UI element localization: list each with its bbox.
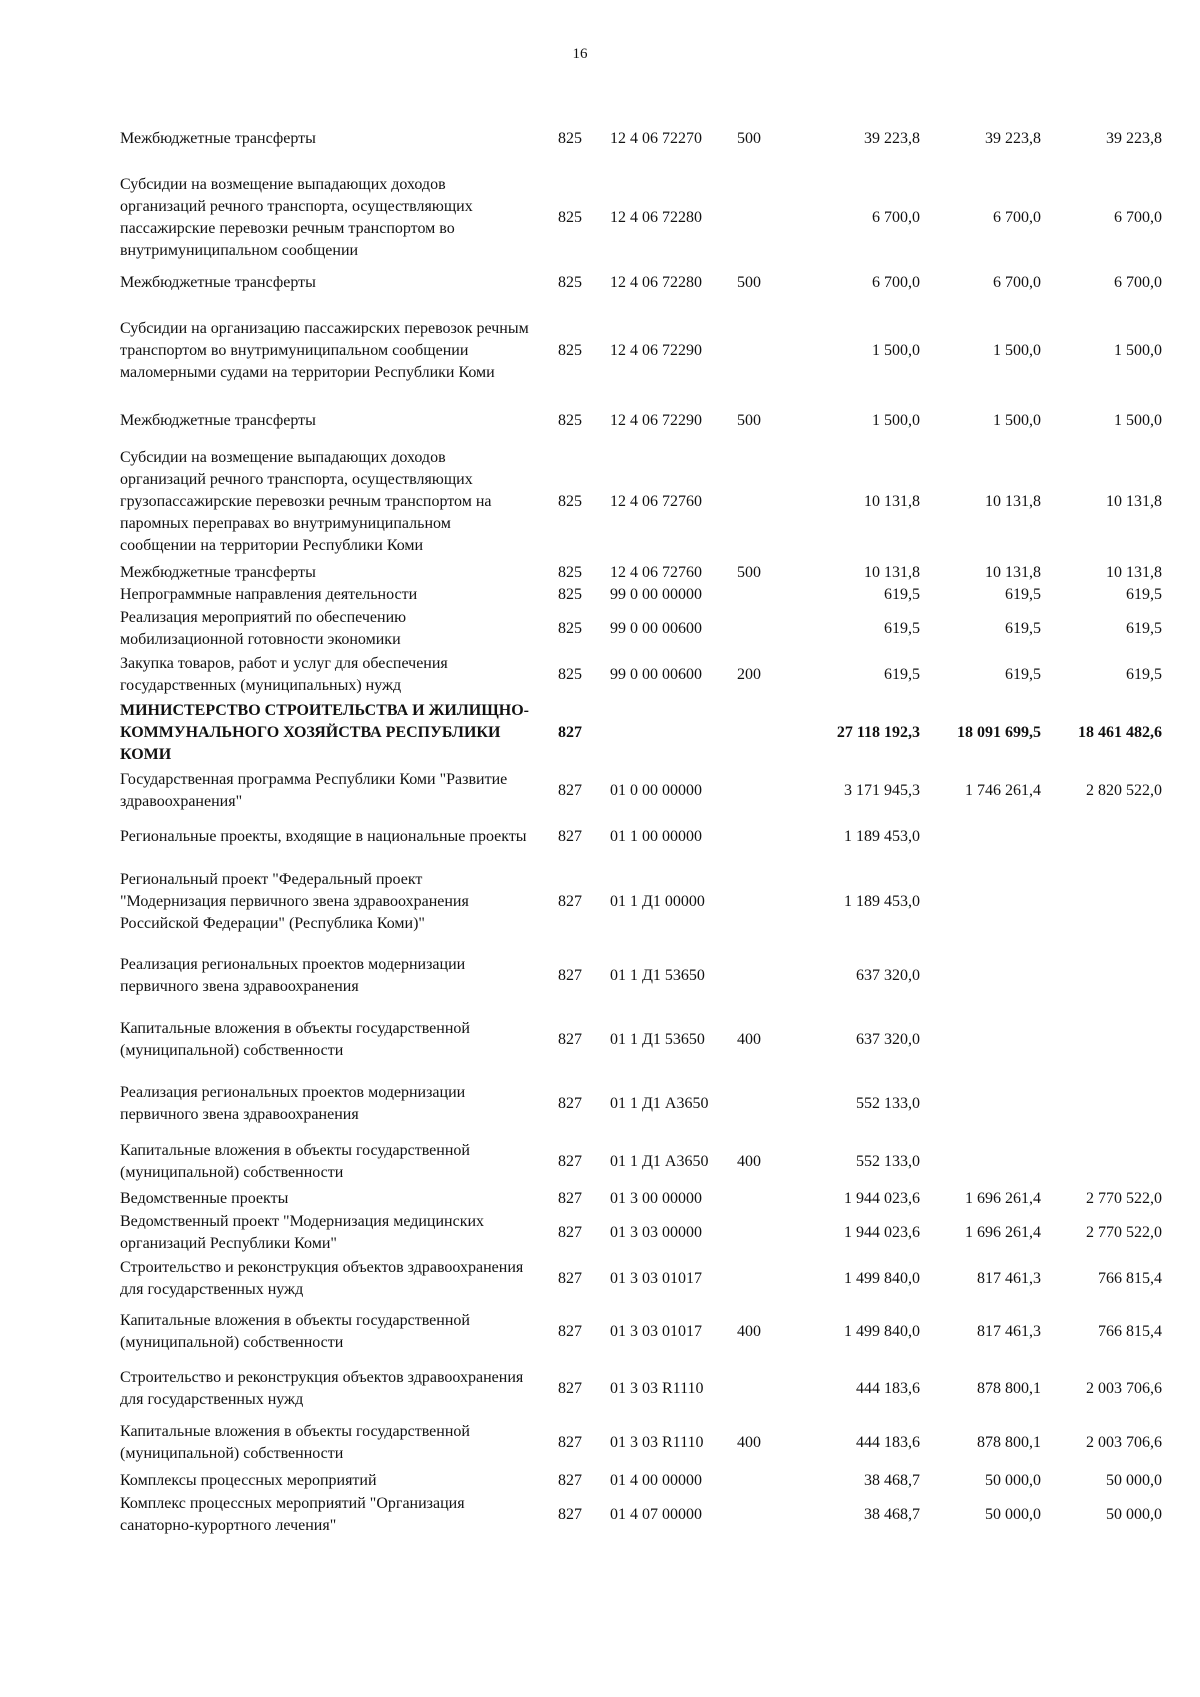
row-ved-code: 825 xyxy=(558,666,582,683)
table-row xyxy=(120,264,1162,302)
row-name: Капитальные вложения в объекты государственной (муниципальной) собственности xyxy=(120,1312,470,1351)
row-ved-code: 825 xyxy=(558,342,582,359)
row-target-article: 01 3 00 00000 xyxy=(610,1190,702,1207)
table-row xyxy=(120,1210,1162,1256)
row-ved-code: 827 xyxy=(558,1434,582,1451)
table-row xyxy=(120,652,1162,698)
row-name: Строительство и реконструкция объектов здравоохранения для государственных нужд xyxy=(120,1369,524,1408)
table-row xyxy=(120,1470,1162,1492)
row-amount-year2: 619,5 xyxy=(1005,586,1041,603)
row-name: Непрограммные направления деятельности xyxy=(120,586,418,603)
row-amount-year2 xyxy=(920,814,1041,860)
row-expense-type xyxy=(728,860,770,944)
row-amount-year3: 1 500,0 xyxy=(1114,342,1162,359)
row-target-article: 01 0 00 00000 xyxy=(610,782,702,799)
row-target-article: 99 0 00 00600 xyxy=(610,666,702,683)
row-name: Межбюджетные трансферты xyxy=(120,564,316,581)
table-row xyxy=(120,814,1162,860)
row-amount-year2 xyxy=(920,944,1041,1008)
row-target-article: 01 3 03 R1110 xyxy=(610,1434,704,1451)
row-name: Ведомственные проекты xyxy=(120,1190,289,1207)
row-target-article: 01 3 03 01017 xyxy=(610,1270,702,1287)
row-amount-year1: 38 468,7 xyxy=(864,1506,920,1523)
row-target-article: 01 3 03 00000 xyxy=(610,1224,702,1241)
row-amount-year2: 1 500,0 xyxy=(993,342,1041,359)
row-amount-year1: 1 944 023,6 xyxy=(844,1190,920,1207)
row-ved-code: 827 xyxy=(558,1224,582,1241)
row-amount-year3: 6 700,0 xyxy=(1114,274,1162,291)
row-amount-year3 xyxy=(1041,1008,1162,1072)
row-amount-year1: 1 189 453,0 xyxy=(844,893,920,910)
budget-table xyxy=(120,106,1162,1538)
row-ved-code: 825 xyxy=(558,412,582,429)
row-amount-year3 xyxy=(1041,944,1162,1008)
row-amount-year3: 766 815,4 xyxy=(1098,1270,1162,1287)
row-name: Закупка товаров, работ и услуг для обеспечения государственных (муниципальных) нужд xyxy=(120,655,448,694)
row-expense-type xyxy=(728,1362,770,1416)
table-row xyxy=(120,172,1162,264)
row-expense-type xyxy=(728,1210,770,1256)
row-name: Межбюджетные трансферты xyxy=(120,412,316,429)
table-row xyxy=(120,400,1162,442)
row-name: Межбюджетные трансферты xyxy=(120,130,316,147)
row-amount-year3 xyxy=(1041,1136,1162,1188)
row-amount-year2: 6 700,0 xyxy=(993,274,1041,291)
row-ved-code: 827 xyxy=(558,1153,582,1170)
row-ved-code: 827 xyxy=(558,1506,582,1523)
table-row xyxy=(120,1416,1162,1470)
table-row xyxy=(120,1072,1162,1136)
row-ved-code: 827 xyxy=(558,1380,582,1397)
row-expense-type xyxy=(728,1470,770,1492)
row-amount-year1: 1 500,0 xyxy=(872,342,920,359)
row-amount-year2: 10 131,8 xyxy=(985,493,1041,510)
row-expense-type xyxy=(728,944,770,1008)
row-amount-year2: 1 500,0 xyxy=(993,412,1041,429)
table-row xyxy=(120,860,1162,944)
row-amount-year3: 619,5 xyxy=(1126,586,1162,603)
row-amount-year2: 817 461,3 xyxy=(977,1323,1041,1340)
table-row xyxy=(120,1362,1162,1416)
row-name: Реализация региональных проектов модернизации первичного звена здравоохранения xyxy=(120,956,466,995)
row-expense-type: 200 xyxy=(737,666,761,683)
row-amount-year1: 39 223,8 xyxy=(864,130,920,147)
row-target-article: 12 4 06 72280 xyxy=(610,274,702,291)
row-name: Ведомственный проект "Модернизация медицинских организаций Республики Коми" xyxy=(120,1213,485,1252)
row-name: Субсидии на возмещение выпадающих доходов организаций речного транспорта, осуществляющих пассажирские перевозки речным транспортом во внутримуниципальном сообщении xyxy=(120,176,473,259)
row-expense-type xyxy=(728,302,770,400)
row-target-article: 01 1 00 00000 xyxy=(610,828,702,845)
row-amount-year3: 619,5 xyxy=(1126,666,1162,683)
row-expense-type xyxy=(728,1072,770,1136)
row-amount-year2 xyxy=(920,1008,1041,1072)
row-amount-year3: 10 131,8 xyxy=(1106,493,1162,510)
row-amount-year2: 878 800,1 xyxy=(977,1380,1041,1397)
row-amount-year3: 10 131,8 xyxy=(1106,564,1162,581)
row-expense-type xyxy=(728,768,770,814)
row-amount-year1: 1 499 840,0 xyxy=(844,1270,920,1287)
row-target-article: 12 4 06 72760 xyxy=(610,493,702,510)
table-row xyxy=(120,1008,1162,1072)
table-row xyxy=(120,584,1162,606)
row-name: Государственная программа Республики Коми "Развитие здравоохранения" xyxy=(120,771,508,810)
row-amount-year1: 3 171 945,3 xyxy=(844,782,920,799)
row-expense-type: 500 xyxy=(737,130,761,147)
row-target-article: 01 1 Д1 А3650 xyxy=(610,1153,709,1170)
row-ved-code: 827 xyxy=(558,1095,582,1112)
row-amount-year1: 6 700,0 xyxy=(872,209,920,226)
row-amount-year2: 878 800,1 xyxy=(977,1434,1041,1451)
row-name: Межбюджетные трансферты xyxy=(120,274,316,291)
row-amount-year1: 10 131,8 xyxy=(864,564,920,581)
row-ved-code: 825 xyxy=(558,564,582,581)
row-amount-year1: 10 131,8 xyxy=(864,493,920,510)
row-amount-year1: 444 183,6 xyxy=(856,1380,920,1397)
row-expense-type xyxy=(728,606,770,652)
row-target-article: 01 1 Д1 53650 xyxy=(610,1031,705,1048)
budget-table-body xyxy=(120,106,1162,1538)
row-amount-year2 xyxy=(920,1072,1041,1136)
row-target-article: 99 0 00 00000 xyxy=(610,586,702,603)
row-expense-type: 500 xyxy=(737,564,761,581)
row-name: Субсидии на организацию пассажирских перевозок речным транспортом во внутримуниципальном сообщении маломерными судами на территории Республики Коми xyxy=(120,320,529,381)
table-row xyxy=(120,606,1162,652)
row-expense-type xyxy=(728,584,770,606)
row-ved-code: 825 xyxy=(558,209,582,226)
row-amount-year3 xyxy=(1041,1072,1162,1136)
row-amount-year1: 1 500,0 xyxy=(872,412,920,429)
table-row xyxy=(120,302,1162,400)
row-amount-year1: 637 320,0 xyxy=(856,1031,920,1048)
row-expense-type: 400 xyxy=(737,1434,761,1451)
row-amount-year1: 1 189 453,0 xyxy=(844,828,920,845)
row-amount-year3 xyxy=(1041,814,1162,860)
table-row xyxy=(120,1256,1162,1302)
row-ved-code: 825 xyxy=(558,586,582,603)
row-amount-year1: 552 133,0 xyxy=(856,1095,920,1112)
row-amount-year2: 619,5 xyxy=(1005,620,1041,637)
row-amount-year3: 2 820 522,0 xyxy=(1086,782,1162,799)
row-amount-year3: 6 700,0 xyxy=(1114,209,1162,226)
row-amount-year1: 6 700,0 xyxy=(872,274,920,291)
table-row xyxy=(120,1492,1162,1538)
row-ved-code: 827 xyxy=(558,828,582,845)
row-name: Реализация региональных проектов модернизации первичного звена здравоохранения xyxy=(120,1084,466,1123)
row-amount-year2: 817 461,3 xyxy=(977,1270,1041,1287)
row-target-article xyxy=(610,698,728,768)
row-expense-type xyxy=(728,172,770,264)
row-amount-year1: 637 320,0 xyxy=(856,967,920,984)
row-ved-code: 827 xyxy=(558,967,582,984)
row-target-article: 01 4 00 00000 xyxy=(610,1472,702,1489)
table-row xyxy=(120,698,1162,768)
row-expense-type: 500 xyxy=(737,412,761,429)
row-target-article: 01 1 Д1 53650 xyxy=(610,967,705,984)
row-amount-year2: 10 131,8 xyxy=(985,564,1041,581)
row-expense-type: 400 xyxy=(737,1323,761,1340)
table-row xyxy=(120,106,1162,172)
row-name: Капитальные вложения в объекты государственной (муниципальной) собственности xyxy=(120,1142,470,1181)
row-amount-year3: 1 500,0 xyxy=(1114,412,1162,429)
page-number: 16 xyxy=(572,46,588,62)
row-amount-year2: 50 000,0 xyxy=(985,1472,1041,1489)
row-name: Строительство и реконструкция объектов здравоохранения для государственных нужд xyxy=(120,1259,524,1298)
row-expense-type xyxy=(728,1492,770,1538)
row-ved-code: 825 xyxy=(558,274,582,291)
row-amount-year1: 619,5 xyxy=(884,666,920,683)
table-row xyxy=(120,1302,1162,1362)
row-amount-year2: 50 000,0 xyxy=(985,1506,1041,1523)
row-ved-code: 827 xyxy=(558,724,582,741)
row-name: Комплекс процессных мероприятий "Организация санаторно-курортного лечения" xyxy=(120,1495,465,1534)
row-amount-year2: 6 700,0 xyxy=(993,209,1041,226)
row-expense-type: 500 xyxy=(737,274,761,291)
row-expense-type xyxy=(728,698,770,768)
row-amount-year1: 1 499 840,0 xyxy=(844,1323,920,1340)
row-ved-code: 827 xyxy=(558,1031,582,1048)
row-amount-year2: 39 223,8 xyxy=(985,130,1041,147)
row-target-article: 12 4 06 72290 xyxy=(610,412,702,429)
row-amount-year3: 2 003 706,6 xyxy=(1086,1380,1162,1397)
table-row xyxy=(120,562,1162,584)
row-amount-year3: 766 815,4 xyxy=(1098,1323,1162,1340)
row-amount-year3 xyxy=(1041,860,1162,944)
table-row xyxy=(120,944,1162,1008)
row-name: Капитальные вложения в объекты государственной (муниципальной) собственности xyxy=(120,1423,470,1462)
row-amount-year2 xyxy=(920,860,1041,944)
row-amount-year1: 619,5 xyxy=(884,620,920,637)
row-target-article: 01 3 03 01017 xyxy=(610,1323,702,1340)
row-amount-year3: 2 003 706,6 xyxy=(1086,1434,1162,1451)
row-amount-year2: 1 696 261,4 xyxy=(965,1190,1041,1207)
row-name: Субсидии на возмещение выпадающих доходов организаций речного транспорта, осуществляющих грузопассажирские перевозки речным транспортом на паромных переправах во внутримуниципальном сообщении на территории Республики Коми xyxy=(120,449,492,554)
table-row xyxy=(120,768,1162,814)
row-ved-code: 827 xyxy=(558,1472,582,1489)
row-ved-code: 827 xyxy=(558,1190,582,1207)
row-ved-code: 827 xyxy=(558,782,582,799)
row-ved-code: 827 xyxy=(558,1270,582,1287)
row-target-article: 01 1 Д1 00000 xyxy=(610,893,705,910)
row-amount-year2 xyxy=(920,1136,1041,1188)
row-amount-year3: 2 770 522,0 xyxy=(1086,1224,1162,1241)
row-amount-year1: 444 183,6 xyxy=(856,1434,920,1451)
row-amount-year3: 50 000,0 xyxy=(1106,1472,1162,1489)
row-name: Комплексы процессных мероприятий xyxy=(120,1472,377,1489)
row-ved-code: 825 xyxy=(558,493,582,510)
row-expense-type xyxy=(728,1188,770,1210)
row-amount-year1: 38 468,7 xyxy=(864,1472,920,1489)
table-row xyxy=(120,442,1162,562)
row-amount-year2: 1 746 261,4 xyxy=(965,782,1041,799)
row-expense-type xyxy=(728,442,770,562)
row-amount-year1: 619,5 xyxy=(884,586,920,603)
row-amount-year3: 619,5 xyxy=(1126,620,1162,637)
row-target-article: 01 1 Д1 А3650 xyxy=(610,1095,709,1112)
row-amount-year1: 552 133,0 xyxy=(856,1153,920,1170)
row-expense-type xyxy=(728,814,770,860)
row-target-article: 01 4 07 00000 xyxy=(610,1506,702,1523)
row-target-article: 12 4 06 72290 xyxy=(610,342,702,359)
row-target-article: 01 3 03 R1110 xyxy=(610,1380,704,1397)
row-amount-year2: 1 696 261,4 xyxy=(965,1224,1041,1241)
row-ved-code: 825 xyxy=(558,130,582,147)
row-name: Региональные проекты, входящие в национальные проекты xyxy=(120,828,527,845)
row-expense-type xyxy=(728,1256,770,1302)
row-amount-year3: 2 770 522,0 xyxy=(1086,1190,1162,1207)
row-amount-year2: 18 091 699,5 xyxy=(957,724,1041,741)
row-target-article: 12 4 06 72760 xyxy=(610,564,702,581)
row-name: Реализация мероприятий по обеспечению мобилизационной готовности экономики xyxy=(120,609,407,648)
row-ved-code: 825 xyxy=(558,620,582,637)
row-target-article: 99 0 00 00600 xyxy=(610,620,702,637)
row-amount-year3: 39 223,8 xyxy=(1106,130,1162,147)
table-row xyxy=(120,1188,1162,1210)
table-row xyxy=(120,1136,1162,1188)
row-amount-year2: 619,5 xyxy=(1005,666,1041,683)
row-ved-code: 827 xyxy=(558,1323,582,1340)
row-amount-year3: 50 000,0 xyxy=(1106,1506,1162,1523)
row-expense-type: 400 xyxy=(737,1031,761,1048)
row-amount-year3: 18 461 482,6 xyxy=(1078,724,1162,741)
row-name: МИНИСТЕРСТВО СТРОИТЕЛЬСТВА И ЖИЛИЩНО-КОММУНАЛЬНОГО ХОЗЯЙСТВА РЕСПУБЛИКИ КОМИ xyxy=(120,702,529,763)
row-name: Капитальные вложения в объекты государственной (муниципальной) собственности xyxy=(120,1020,470,1059)
row-target-article: 12 4 06 72280 xyxy=(610,209,702,226)
row-amount-year1: 27 118 192,3 xyxy=(836,724,920,741)
row-name: Региональный проект "Федеральный проект "Модернизация первичного звена здравоохранения Российской Федерации" (Республика Коми)" xyxy=(120,871,469,932)
row-expense-type: 400 xyxy=(737,1153,761,1170)
row-target-article: 12 4 06 72270 xyxy=(610,130,702,147)
row-amount-year1: 1 944 023,6 xyxy=(844,1224,920,1241)
row-ved-code: 827 xyxy=(558,893,582,910)
